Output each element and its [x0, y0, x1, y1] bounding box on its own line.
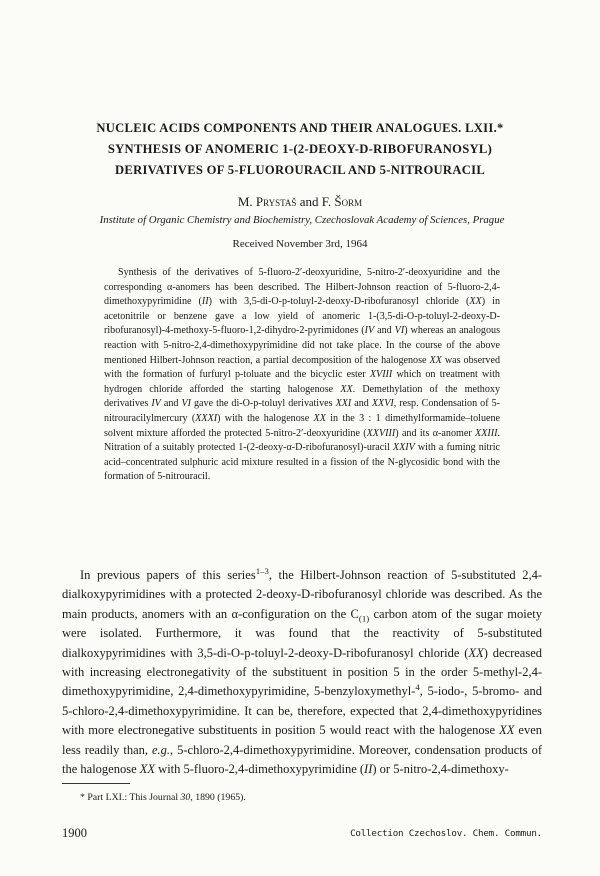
compound-label: II	[364, 762, 373, 777]
abstract-text: ) with the halogenose	[217, 412, 314, 424]
abstract-text: with a fuming nitric acid–concentrated sulphuric acid mixture resulted in a fission of the N-glycosidic bond with the formation of 5-nitrouracil.	[104, 442, 500, 483]
received-date: Received November 3rd, 1964	[232, 238, 368, 250]
compound-label: XXIV	[392, 442, 415, 454]
compound-label: XXVIII	[366, 427, 396, 439]
footnote-divider	[62, 783, 130, 784]
compound-label: XX	[499, 723, 515, 738]
title-line-2: SYNTHESIS OF ANOMERIC 1-(2-DEOXY-D-RIBOFURANOSYL)	[107, 142, 493, 156]
body-text	[62, 566, 542, 779]
compound-label: XXIII	[475, 427, 498, 439]
compound-label: XX	[429, 354, 442, 366]
body-segment: , 5-chloro-2,4-dimethoxypyrimidine. Moreover, condensation products of the halogenose	[62, 742, 542, 777]
footnote	[80, 792, 246, 803]
reference-mark: 4	[415, 682, 420, 693]
body-segment: ) decreased with increasing electronegativity of the substituent in position 5 in the order 5-methyl-2,4-dimethoxypyrimidine, 2,4-dimethoxypyrimidine, 5-benzyloxymethyl-	[62, 645, 542, 699]
footnote-volume: 30	[180, 792, 191, 803]
author-1: M. Prystaš	[237, 194, 297, 209]
compound-label: XXXI	[195, 412, 218, 424]
title-line-3: DERIVATIVES OF 5-FLUOROURACIL AND 5-NITROURACIL	[114, 163, 486, 177]
compound-label: IV	[151, 398, 161, 410]
abstract-text: was observed with the formation of furfuryl p-toluate and the bicyclic ester	[104, 354, 500, 381]
abstract-text: , resp. Condensation of 5-nitrouracilylmercury (	[104, 398, 500, 424]
footnote-mark: *	[80, 792, 85, 803]
abstract-text: ) whereas an analogous reaction with 5-nitro-2,4-dimethoxypyrimidine did not take place. In the course of the above mentioned Hilbert-Johnson reaction, a partial decomposition of the halogenose	[104, 325, 500, 366]
compound-label: XX	[313, 412, 326, 424]
abstract-text: ) with 3,5-di-O-p-toluyl-2-deoxy-D-ribofuranosyl chloride (	[208, 296, 470, 308]
institute: Institute of Organic Chemistry and Biochemistry, Czechoslovak Academy of Sciences, Prague	[99, 214, 505, 226]
compound-label: XX	[469, 296, 482, 308]
abstract-text: in the 3 : 1 dimethylformamide–toluene solvent mixture afforded the protected 5-nitro-2′-deoxyuridine (	[104, 412, 500, 439]
subscript: (1)	[358, 613, 370, 624]
compound-label: VI	[394, 325, 405, 337]
article-title	[40, 118, 560, 181]
compound-label: XX	[139, 762, 156, 777]
abstract-text: which on treatment with hydrogen chloride afforded the starting halogenose	[104, 369, 500, 395]
abstract-text: and	[374, 325, 395, 337]
compound-label: VI	[181, 398, 191, 410]
compound-label: XXI	[335, 398, 352, 410]
abstract	[104, 266, 500, 485]
title-line-1: NUCLEIC ACIDS COMPONENTS AND THEIR ANALOGUES. LXII.*	[96, 121, 504, 135]
abstract-paragraph	[104, 266, 500, 485]
compound-label: IV	[364, 325, 375, 337]
footnote-text: Part LXI.: This Journal	[87, 792, 181, 803]
author-connector: and	[299, 194, 319, 209]
journal-name: Collection Czechoslov. Chem. Commun.	[350, 828, 542, 839]
body-segment: , 5-iodo-, 5-bromo- and 5-chloro-2,4-dimethoxypyrimidine. It can be, therefore, expected that 2,4-dimethoxypyridines with more electronegative substituents in position 5 would react with the halogenose	[62, 684, 542, 738]
abstract-text: gave the di-O-p-toluyl derivatives	[190, 398, 336, 410]
compound-label: XX	[340, 383, 353, 395]
reference-mark: 1–3	[255, 565, 269, 576]
abstract-text: ) in acetonitrile or benzene gave a low yield of anomeric 1-(3,5-di-O-p-toluyl-2-deoxy-D-ribofuranosyl)-4-methoxy-5-fluoro-1,2-dihydro-2-pyrimidones (	[104, 296, 500, 337]
abstract-text: and	[160, 398, 182, 410]
abstract-text: ) and its α-anomer	[395, 427, 476, 439]
body-segment: with 5-fluoro-2,4-dimethoxypyrimidine (	[155, 762, 365, 777]
body-segment: ) or 5-nitro-2,4-dimethoxy-	[372, 762, 509, 777]
body-segment: , the Hilbert-Johnson reaction of 5-substituted 2,4-dialkoxypyrimidines with a protected 2-deoxy-D-ribofuranosyl chloride was described. As the main products, anomers with an α-configuration on the C	[62, 568, 542, 621]
abstract-text: . Demethylation of the methoxy derivatives	[104, 383, 500, 410]
footnote-rest: , 1890 (1965).	[190, 792, 246, 803]
compound-label: XXVI	[371, 398, 394, 410]
author-2: F. Šorm	[321, 194, 363, 209]
body-paragraph	[62, 566, 542, 779]
body-segment: In previous papers of this series	[80, 568, 256, 582]
latin-abbrev: e.g.	[151, 742, 171, 757]
page-number: 1900	[62, 826, 87, 840]
compound-label: II	[201, 296, 209, 308]
abstract-text: . Nitration of a suitably protected 1-(2-deoxy-α-D-ribofuranosyl)-uracil	[104, 427, 500, 454]
authors	[40, 194, 560, 210]
compound-label: XX	[468, 645, 484, 660]
body-segment: carbon atom of the sugar moiety were isolated. Furthermore, it was found that the reactivity of 5-substituted dialkoxypyrimidines with 3,5-di-O-p-toluyl-2-deoxy-D-ribofuranosyl chloride (	[62, 606, 542, 660]
compound-label: XVIII	[369, 369, 393, 381]
body-segment: even less readily than,	[62, 723, 542, 757]
abstract-text: and	[351, 398, 372, 410]
abstract-text: Synthesis of the derivatives of 5-fluoro-2′-deoxyuridine, 5-nitro-2′-deoxyuridine and the corresponding α-anomers has been described. The Hilbert-Johnson reaction of 5-fluoro-2,4-dimethoxypyrimidine (	[104, 267, 500, 308]
